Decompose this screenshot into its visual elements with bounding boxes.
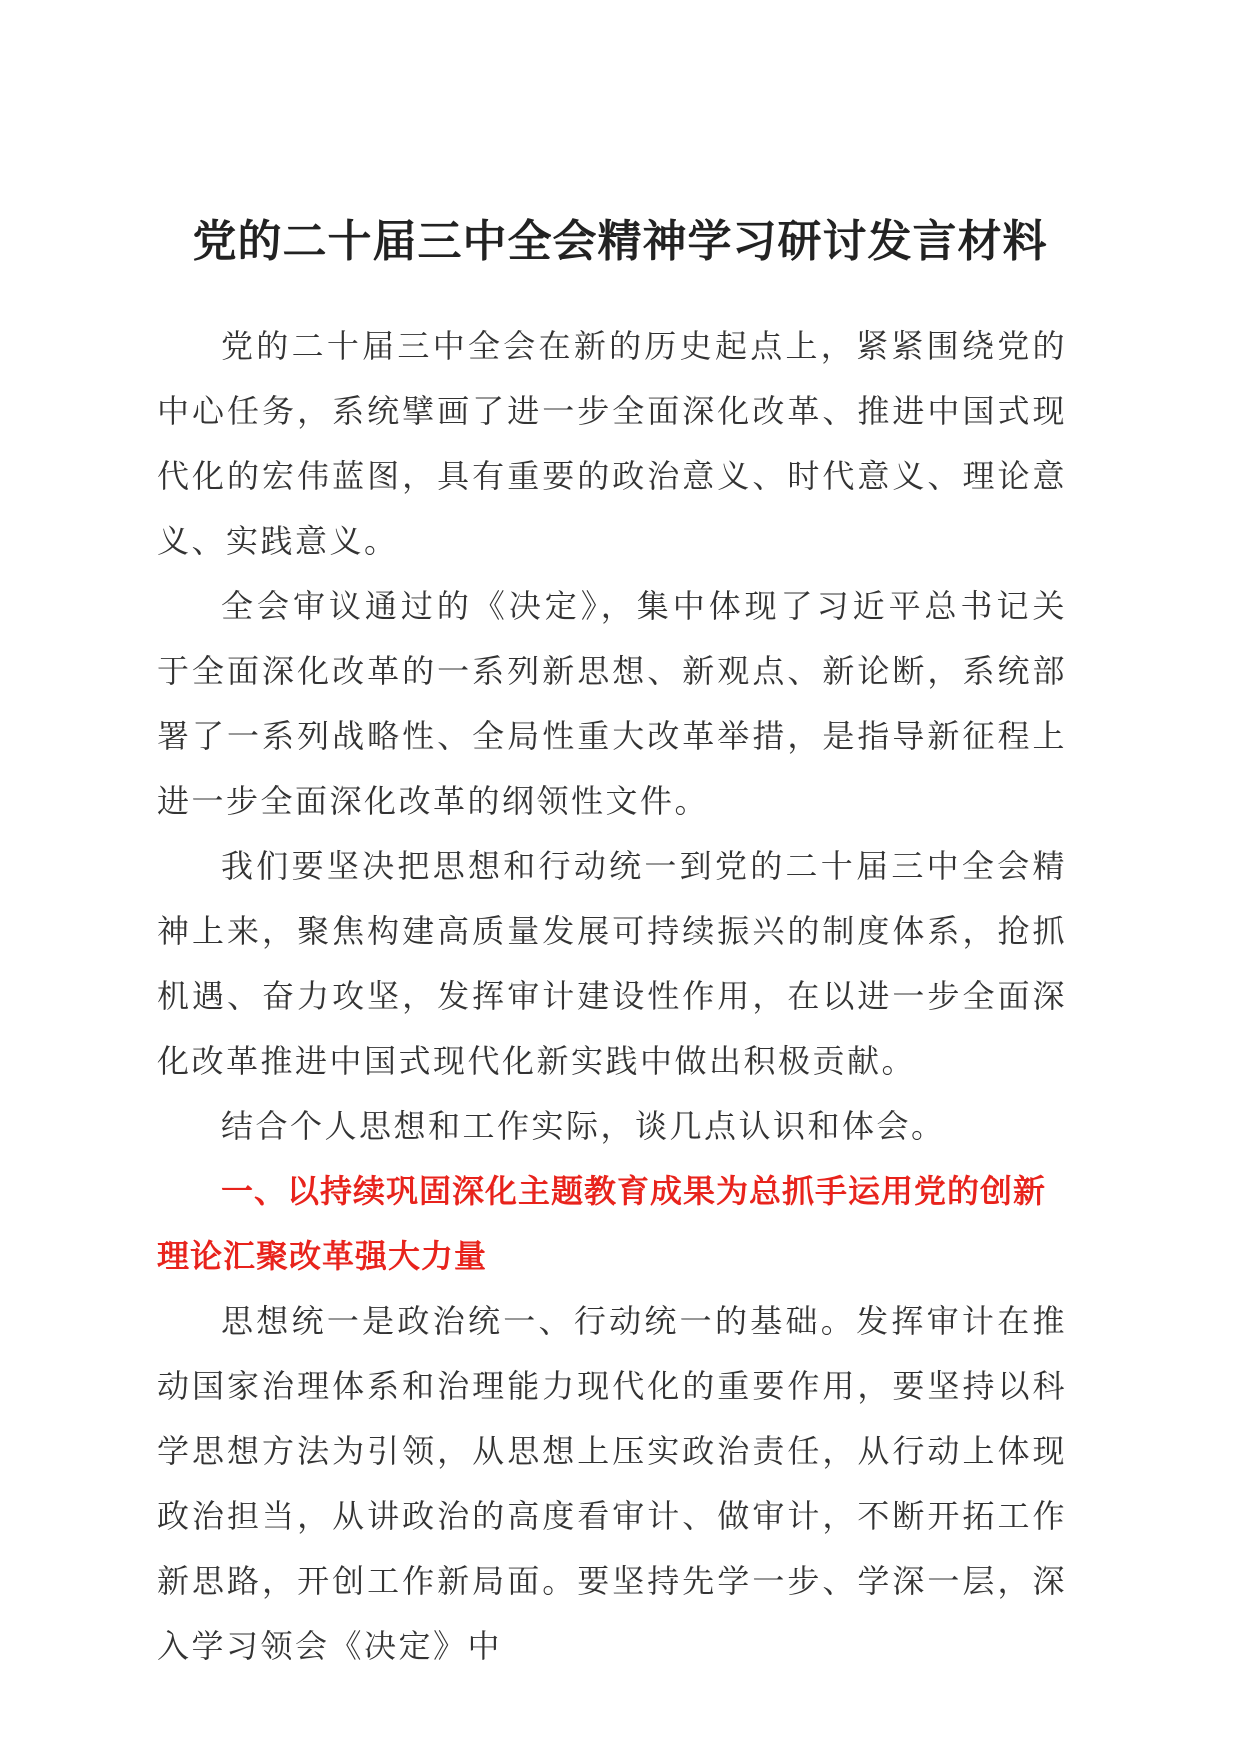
paragraph-3: 我们要坚决把思想和行动统一到党的二十届三中全会精神上来，聚焦构建高质量发展可持续振兴的制度体系，抢抓机遇、奋力攻坚，发挥审计建设性作用，在以进一步全面深化改革推进中国式现代化新实践中做出积极贡献。 bbox=[157, 847, 1067, 1080]
section-1-paragraph: 思想统一是政治统一、行动统一的基础。发挥审计在推动国家治理体系和治理能力现代化的重要作用，要坚持以科学思想方法为引领，从思想上压实政治责任，从行动上体现政治担当，从讲政治的高度看审计、做审计，不断开拓工作新思路，开创工作新局面。要坚持先学一步、学深一层，深入学习领会《决定》中 bbox=[157, 1302, 1067, 1665]
section-heading-1: 一、以持续巩固深化主题教育成果为总抓手运用党的创新理论汇聚改革强大力量 bbox=[157, 1172, 1047, 1275]
document-title: 党的二十届三中全会精神学习研讨发言材料 bbox=[192, 216, 1048, 267]
document-body bbox=[157, 314, 1067, 1679]
paragraph-2: 全会审议通过的《决定》，集中体现了习近平总书记关于全面深化改革的一系列新思想、新观点、新论断，系统部署了一系列战略性、全局性重大改革举措，是指导新征程上进一步全面深化改革的纲领性文件。 bbox=[157, 587, 1067, 820]
paragraph-4: 结合个人思想和工作实际，谈几点认识和体会。 bbox=[221, 1107, 946, 1145]
paragraph-1: 党的二十届三中全会在新的历史起点上，紧紧围绕党的中心任务，系统擘画了进一步全面深化改革、推进中国式现代化的宏伟蓝图，具有重要的政治意义、时代意义、理论意义、实践意义。 bbox=[157, 327, 1067, 560]
